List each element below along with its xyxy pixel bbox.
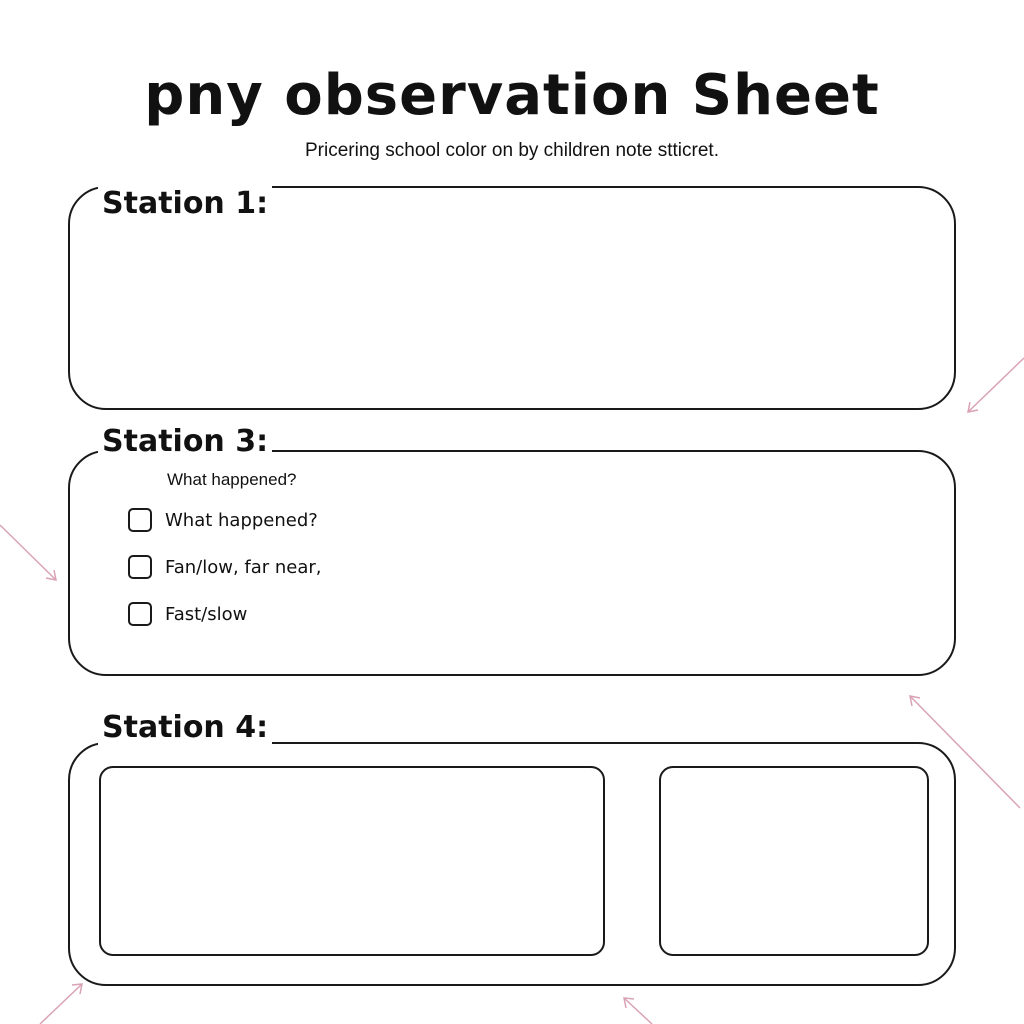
station-3-heading: Station 3: bbox=[98, 424, 272, 460]
decor-arrowhead bbox=[910, 696, 920, 706]
decor-arrow bbox=[624, 998, 652, 1024]
station-4-heading: Station 4: bbox=[98, 710, 272, 746]
station-4-drawing-box-small[interactable] bbox=[659, 766, 929, 956]
checkbox-label: What happened? bbox=[165, 509, 318, 531]
station-1-heading: Station 1: bbox=[98, 186, 272, 222]
checkbox-row-fast-slow bbox=[128, 600, 247, 628]
decor-arrowhead bbox=[968, 402, 978, 412]
checkbox-fast-slow[interactable] bbox=[128, 602, 152, 626]
decor-arrow bbox=[0, 525, 56, 580]
checkbox-what-happened[interactable] bbox=[128, 508, 152, 532]
checkbox-fan-low[interactable] bbox=[128, 555, 152, 579]
checkbox-row-fan-low bbox=[128, 553, 322, 581]
decor-arrowhead bbox=[72, 984, 82, 994]
decor-arrowhead bbox=[624, 998, 634, 1008]
checkbox-row-what-happened bbox=[128, 506, 318, 534]
checkbox-label: Fast/slow bbox=[165, 603, 248, 625]
station-4-drawing-box-large[interactable] bbox=[99, 766, 605, 956]
checkbox-label: Fan/low, far near, bbox=[165, 556, 322, 578]
page-subtitle: Pricering school color on by children note stticret. bbox=[305, 140, 719, 161]
decor-arrow bbox=[40, 984, 82, 1024]
station-3-prompt: What happened? bbox=[167, 470, 297, 489]
decor-arrow bbox=[968, 358, 1024, 412]
decor-arrowhead bbox=[46, 570, 56, 580]
page-title: pny observation Sheet bbox=[144, 63, 880, 128]
